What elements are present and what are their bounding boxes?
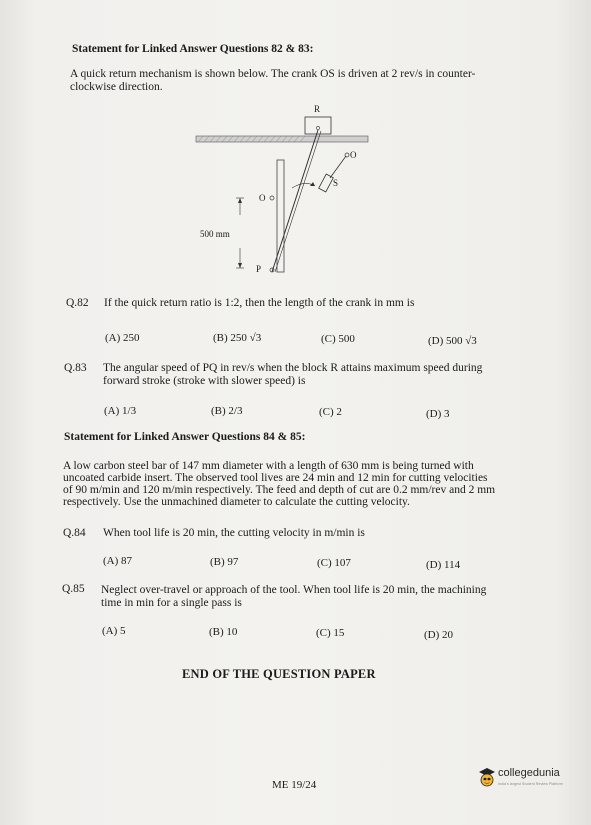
q84-option-c: (C) 107 [317,557,351,569]
q82-text: If the quick return ratio is 1:2, then the length of the crank in mm is [104,297,415,309]
q83-option-a: (A) 1/3 [104,405,137,417]
label-p: P [256,264,262,274]
q84-option-a: (A) 87 [103,555,133,567]
q82-option-d: (D) 500 √3 [428,335,477,347]
q84-text: When tool life is 20 min, the cutting velocity in m/min is [103,527,365,539]
label-o-crank: O [350,150,357,160]
q82-option-b: (B) 250 √3 [213,332,262,344]
crank-os [330,156,346,178]
intro2-line1: A low carbon steel bar of 147 mm diameter with a length of 630 mm is being turned with [63,460,474,472]
q84-number: Q.84 [63,527,86,539]
q84-option-d: (D) 114 [426,559,461,571]
logo-tagline: India's largest Student Review Platform [498,782,563,786]
q85-option-b: (B) 10 [209,626,238,638]
q82-option-c: (C) 500 [321,333,355,345]
label-o-pivot: O [259,193,266,203]
q84-option-b: (B) 97 [210,556,239,568]
q83-option-d: (D) 3 [426,408,450,420]
intro1-line2: clockwise direction. [70,81,163,93]
q85-text-line2: time in min for a single pass is [101,597,242,609]
intro2-line3: of 90 m/min and 120 m/min respectively. The feed and depth of cut are 0.2 mm/rev and 2 mm [63,484,496,496]
label-r: R [314,104,321,114]
linked-heading-84-85: Statement for Linked Answer Questions 84 & 85: [64,431,306,443]
q83-text-line2: forward stroke (stroke with slower speed) is [103,375,306,387]
slotted-lever-pq [272,130,318,272]
intro1-line1: A quick return mechanism is shown below. The crank OS is driven at 2 rev/s in counter- [70,68,476,80]
q85-text-line1: Neglect over-travel or approach of the tool. When tool life is 20 min, the machining [101,584,487,596]
slider-s [319,174,334,192]
q83-option-c: (C) 2 [319,406,342,418]
linked-heading-82-83: Statement for Linked Answer Questions 82 & 83: [72,43,314,55]
q82-number: Q.82 [66,297,89,309]
pivot-o [270,196,274,200]
intro2-line4: respectively. Use the unmachined diameter to calculate the cutting velocity. [63,496,410,508]
graduate-face-icon [478,767,496,789]
label-500mm: 500 mm [200,229,230,239]
collegedunia-logo [478,765,572,795]
end-of-paper: END OF THE QUESTION PAPER [182,667,376,681]
label-s: S [333,178,339,188]
q82-option-a: (A) 250 [105,332,140,344]
page-footer: ME 19/24 [272,779,317,791]
q83-number: Q.83 [64,362,87,374]
q85-number: Q.85 [62,583,85,595]
quick-return-mechanism-diagram [0,0,591,290]
q85-option-c: (C) 15 [316,627,345,639]
guide-rail [196,136,368,142]
logo-name: collegedunia [498,767,560,779]
q83-option-b: (B) 2/3 [211,405,243,417]
q85-option-a: (A) 5 [102,625,126,637]
q83-text-line1: The angular speed of PQ in rev/s when the block R attains maximum speed during [103,362,483,374]
intro2-line2: uncoated carbide insert. The observed tool lives are 24 min and 12 min for cutting velocities [63,472,488,484]
q85-option-d: (D) 20 [424,629,454,641]
